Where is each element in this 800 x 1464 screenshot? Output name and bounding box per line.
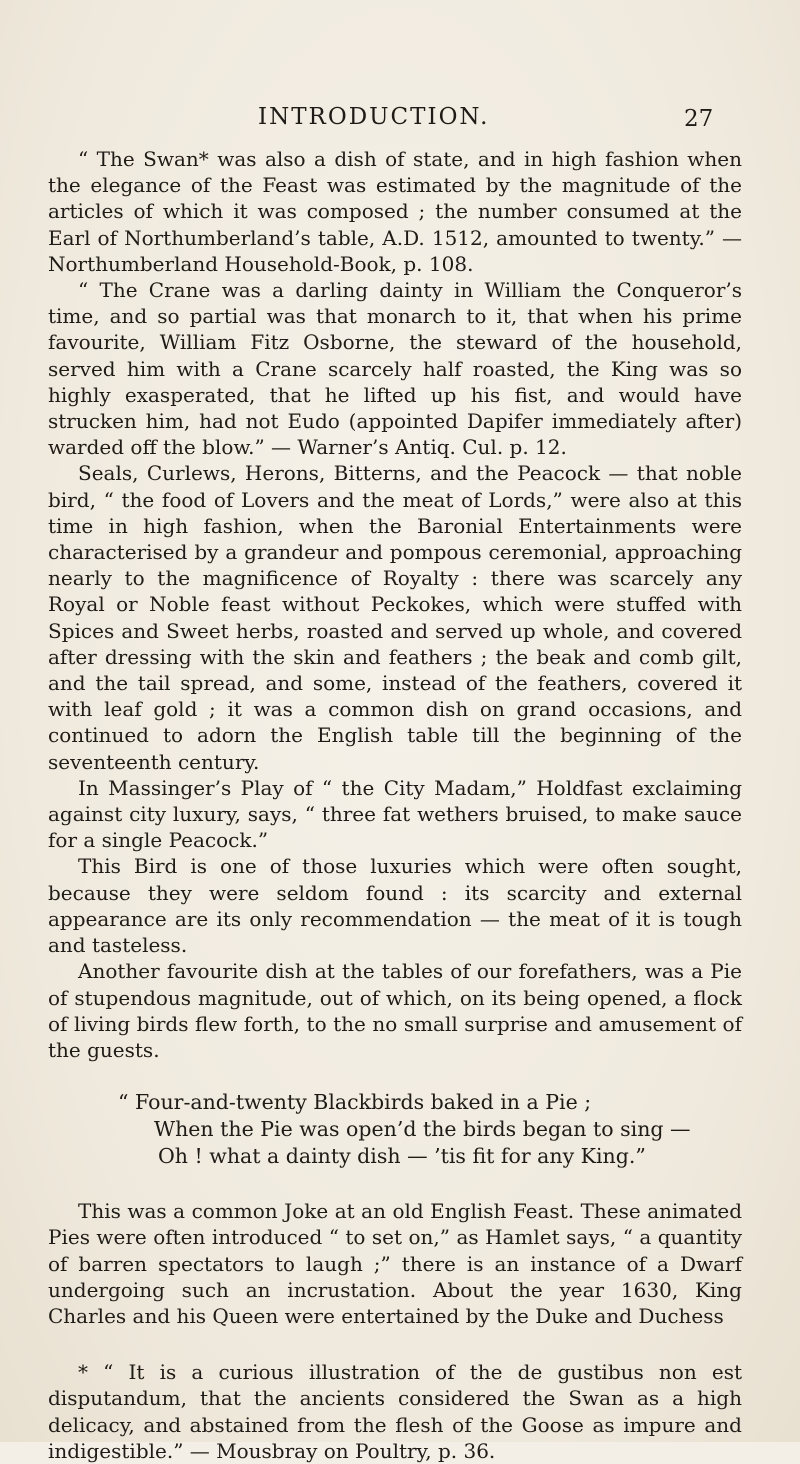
running-head: INTRODUCTION.: [258, 104, 490, 130]
footnote-text: * “ It is a curious illustration of the de gustibus non est disputandum, that the ancients considered the Swan as a high delicacy, and abstained from the flesh of the Goose as impure and indigestible.” — Mousbray on Poultry, p. 36.: [48, 1360, 742, 1463]
paragraph-swan: “ The Swan* was also a dish of state, and in high fashion when the elegance of the Feast was estimated by the magnitude of the articles of which it was composed ; the number consumed at the Earl of Northumberland’s table, A.D. 1512, amounted to twenty.” — Northumberland Household-Book, p. 108.: [48, 147, 742, 276]
page-number: 27: [684, 106, 714, 132]
verse-block: [48, 1089, 742, 1170]
paragraph-joke: This was a common Joke at an old English Feast. These animated Pies were often introduced “ to set on,” as Hamlet says, “ a quantity of barren spectators to laugh ;” there is an instance of a Dwarf undergoing such an incrustation. About the year 1630, King Charles and his Queen were entertained by the Duke and Duchess: [48, 1199, 742, 1328]
paragraph-bird-luxury: This Bird is one of those luxuries which were often sought, because they were seldom found : its scarcity and external appearance are its only recommendation — the meat of it is tough and tasteless.: [48, 854, 742, 958]
paragraph-crane: “ The Crane was a darling dainty in William the Conqueror’s time, and so partial was that monarch to it, that when his prime favourite, William Fitz Osborne, the steward of the household, served him with a Crane scarcely half roasted, the King was so highly exasperated, that he lifted up his fist, and would have strucken him, had not Eudo (appointed Dapifer immediately after) warded off the blow.” — Warner’s Antiq. Cul. p. 12.: [48, 278, 742, 460]
verse-line: When the Pie was open’d the birds began to sing —: [154, 1117, 691, 1142]
paragraph-peacock: Seals, Curlews, Herons, Bitterns, and the Peacock — that noble bird, “ the food of Lovers and the meat of Lords,” were also at this time in high fashion, when the Baronial Entertainments were characterised by a grandeur and pompous ceremonial, approaching nearly to the magnificence of Royalty : there was scarcely any Royal or Noble feast without Peckokes, which were stuffed with Spices and Sweet herbs, roasted and served up whole, and covered after dressing with the skin and feathers ; the beak and comb gilt, and the tail spread, and some, instead of the feathers, covered it with leaf gold ; it was a common dish on grand occasions, and continued to adorn the English table till the beginning of the seventeenth century.: [48, 461, 742, 774]
paragraph-pie: Another favourite dish at the tables of our forefathers, was a Pie of stupendous magnitude, out of which, on its being opened, a flock of living birds flew forth, to the no small surprise and amusement of the guests.: [48, 959, 742, 1062]
page-header: [0, 104, 800, 138]
footnote: [48, 1359, 742, 1464]
verse-line: “ Four-and-twenty Blackbirds baked in a Pie ;: [118, 1090, 592, 1115]
body-text: [48, 146, 742, 1464]
verse-line: Oh ! what a dainty dish — ’tis fit for any King.”: [158, 1144, 646, 1169]
paragraph-massinger: In Massinger’s Play of “ the City Madam,” Holdfast exclaiming against city luxury, says, “ three fat wethers bruised, to make sauce for a single Peacock.”: [48, 775, 742, 853]
